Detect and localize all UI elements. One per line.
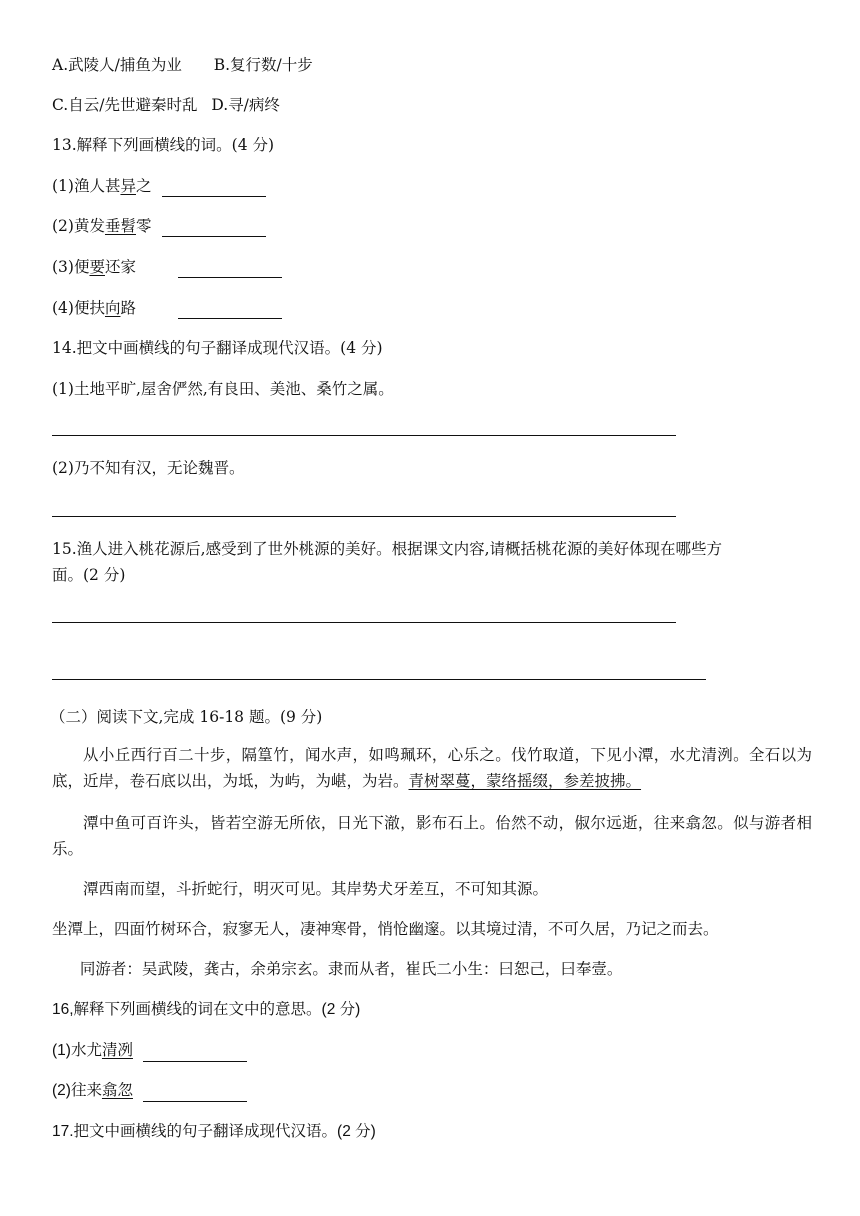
answer-line[interactable] [52, 435, 676, 436]
passage-paragraph-5: 同游者：吴武陵，龚古，余弟宗玄。隶而从者，崔氏二小生：曰恕己，曰奉壹。 [79, 960, 623, 978]
q16-item-2: (2)往来翕忽 [52, 1080, 247, 1102]
answer-blank[interactable] [143, 1044, 247, 1062]
passage-paragraph-3: 潭西南而望，斗折蛇行，明灭可见。其岸势犬牙差互，不可知其源。 [83, 880, 549, 898]
passage-paragraph-1: 从小丘西行百二十步，隔篁竹，闻水声，如鸣珮环，心乐之。伐竹取道，下见小潭，水尤清洌。全石以为底，近岸，卷石底以出，为坻，为屿，为嵁，为岩。青树翠蔓，蒙络摇缀，参差披拂。 [52, 746, 812, 790]
answer-blank[interactable] [162, 179, 266, 197]
option-b: B.复行数/十步 [213, 56, 313, 74]
q14-sentence-1: (1)土地平旷,屋舍俨然,有良田、美池、桑竹之属。 [52, 380, 394, 398]
underlined-sentence: 青树翠蔓，蒙络摇缀，参差披拂。 [408, 772, 642, 790]
question-15-line1: 15.渔人进入桃花源后,感受到了世外桃源的美好。根据课文内容,请概括桃花源的美好体现在哪些方 [52, 540, 723, 558]
option-c: C.自云/先世避秦时乱 [52, 96, 198, 114]
q13-item-1: (1)渔人甚异之 [52, 175, 266, 197]
option-a: A.武陵人/捕鱼为业 [52, 56, 182, 74]
q13-item-3: (3)便要还家 [52, 256, 282, 278]
q16-item-1: (1)水尤清冽 [52, 1040, 247, 1062]
answer-blank[interactable] [143, 1084, 247, 1102]
answer-blank[interactable] [178, 301, 282, 319]
question-14-title: 14.把文中画横线的句子翻译成现代汉语。(4 分) [52, 339, 383, 357]
question-17-title: 17.把文中画横线的句子翻译成现代汉语。(2 分) [52, 1123, 376, 1140]
answer-line[interactable] [52, 622, 676, 623]
option-d: D.寻/病终 [211, 96, 280, 114]
option-row-ab [52, 54, 313, 76]
answer-line[interactable] [52, 516, 676, 517]
question-15-line2: 面。(2 分) [52, 566, 126, 584]
q13-item-4: (4)便扶向路 [52, 297, 282, 319]
passage-paragraph-2: 潭中鱼可百许头，皆若空游无所依，日光下澈，影布石上。佁然不动，俶尔远逝，往来翕忽。似与游者相乐。 [52, 814, 812, 858]
option-row-cd [52, 94, 280, 116]
passage-paragraph-4: 坐潭上，四面竹树环合，寂寥无人，凄神寒骨，悄怆幽邃。以其境过清，不可久居，乃记之而去。 [52, 920, 719, 938]
q14-sentence-2: (2)乃不知有汉，无论魏晋。 [52, 459, 245, 477]
section-2-title: （二）阅读下文,完成 16-18 题。(9 分) [50, 708, 323, 726]
answer-line[interactable] [52, 679, 706, 680]
question-16-title: 16,解释下列画横线的词在文中的意思。(2 分) [52, 1001, 361, 1018]
question-13-title: 13.解释下列画横线的词。(4 分) [52, 136, 275, 154]
q13-item-2: (2)黄发垂髫零 [52, 215, 266, 237]
answer-blank[interactable] [162, 219, 266, 237]
answer-blank[interactable] [178, 260, 282, 278]
